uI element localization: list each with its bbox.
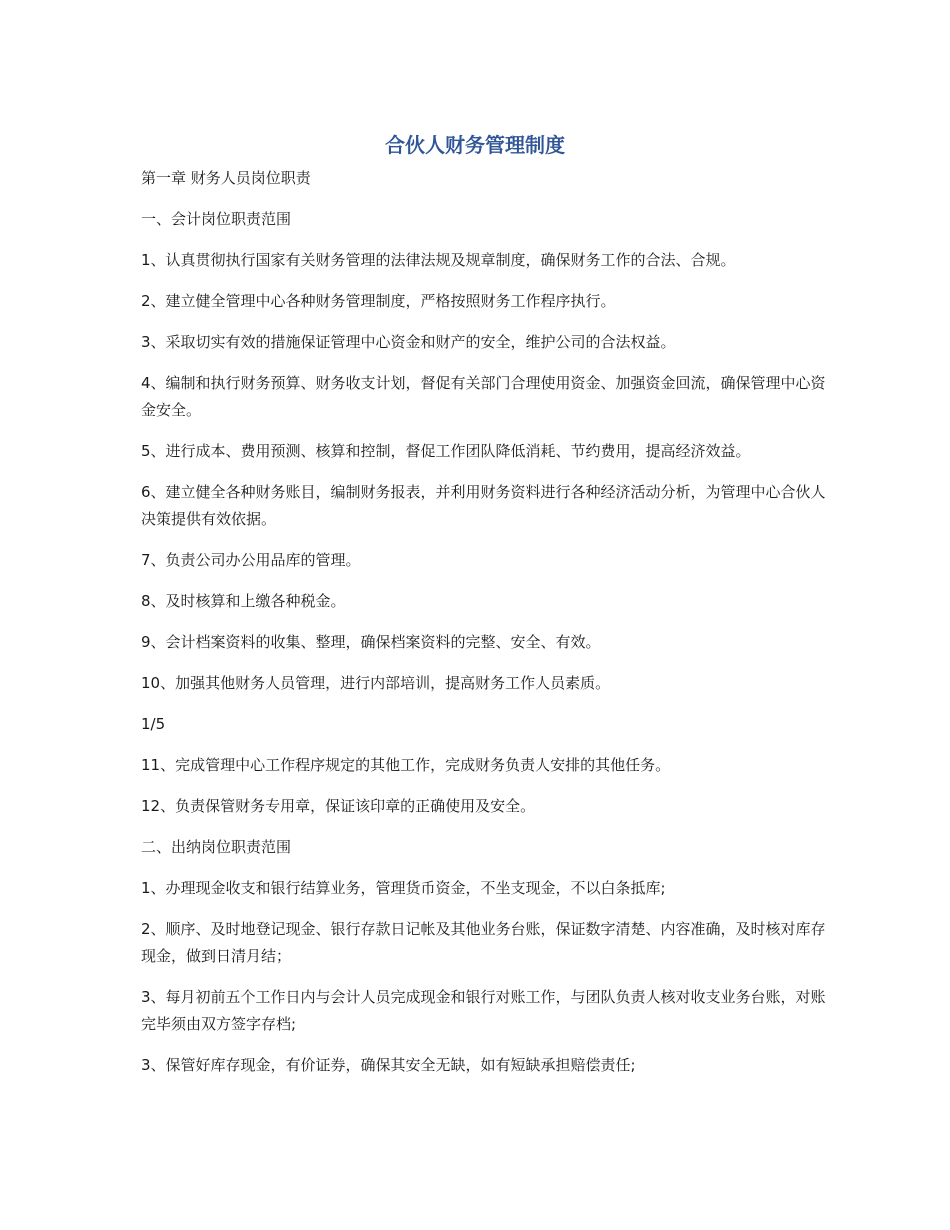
- list-item: 11、完成管理中心工作程序规定的其他工作，完成财务负责人安排的其他任务。: [141, 756, 671, 774]
- list-item: 3、保管好库存现金，有价证券，确保其安全无缺，如有短缺承担赔偿责任;: [141, 1056, 636, 1074]
- list-item: 1、认真贯彻执行国家有关财务管理的法律法规及规章制度，确保财务工作的合法、合规。: [141, 251, 736, 269]
- list-item: 2、建立健全管理中心各种财务管理制度，严格按照财务工作程序执行。: [141, 292, 616, 310]
- section-heading-cashier: 二、出纳岗位职责范围: [141, 838, 292, 856]
- list-item: 6、建立健全各种财务账目，编制财务报表，并利用财务资料进行各种经济活动分析，为管理中心合伙人决策提供有效依据。: [141, 483, 826, 528]
- list-item: 4、编制和执行财务预算、财务收支计划，督促有关部门合理使用资金、加强资金回流，确保管理中心资金安全。: [141, 374, 826, 419]
- list-item: 10、加强其他财务人员管理，进行内部培训，提高财务工作人员素质。: [141, 674, 611, 692]
- section-heading-accounting: 一、会计岗位职责范围: [141, 210, 292, 228]
- list-item: 1、办理现金收支和银行结算业务，管理货币资金，不坐支现金，不以白条抵库;: [141, 879, 666, 897]
- list-item: 9、会计档案资料的收集、整理，确保档案资料的完整、安全、有效。: [141, 633, 601, 651]
- document-body: [141, 165, 831, 1093]
- page-number: 1/5: [141, 715, 166, 733]
- list-item: 3、采取切实有效的措施保证管理中心资金和财产的安全，维护公司的合法权益。: [141, 333, 676, 351]
- chapter-heading: 第一章 财务人员岗位职责: [141, 169, 311, 187]
- list-item: 8、及时核算和上缴各种税金。: [141, 592, 346, 610]
- list-item: 5、进行成本、费用预测、核算和控制，督促工作团队降低消耗、节约费用，提高经济效益。: [141, 442, 751, 460]
- list-item: 12、负责保管财务专用章，保证该印章的正确使用及安全。: [141, 797, 536, 815]
- list-item: 7、负责公司办公用品库的管理。: [141, 551, 361, 569]
- list-item: 3、每月初前五个工作日内与会计人员完成现金和银行对账工作，与团队负责人核对收支业务台账，对账完毕须由双方签字存档;: [141, 988, 826, 1033]
- list-item: 2、顺序、及时地登记现金、银行存款日记帐及其他业务台账，保证数字清楚、内容准确，及时核对库存现金，做到日清月结；: [141, 920, 826, 965]
- document-title: 合伙人财务管理制度: [385, 133, 565, 157]
